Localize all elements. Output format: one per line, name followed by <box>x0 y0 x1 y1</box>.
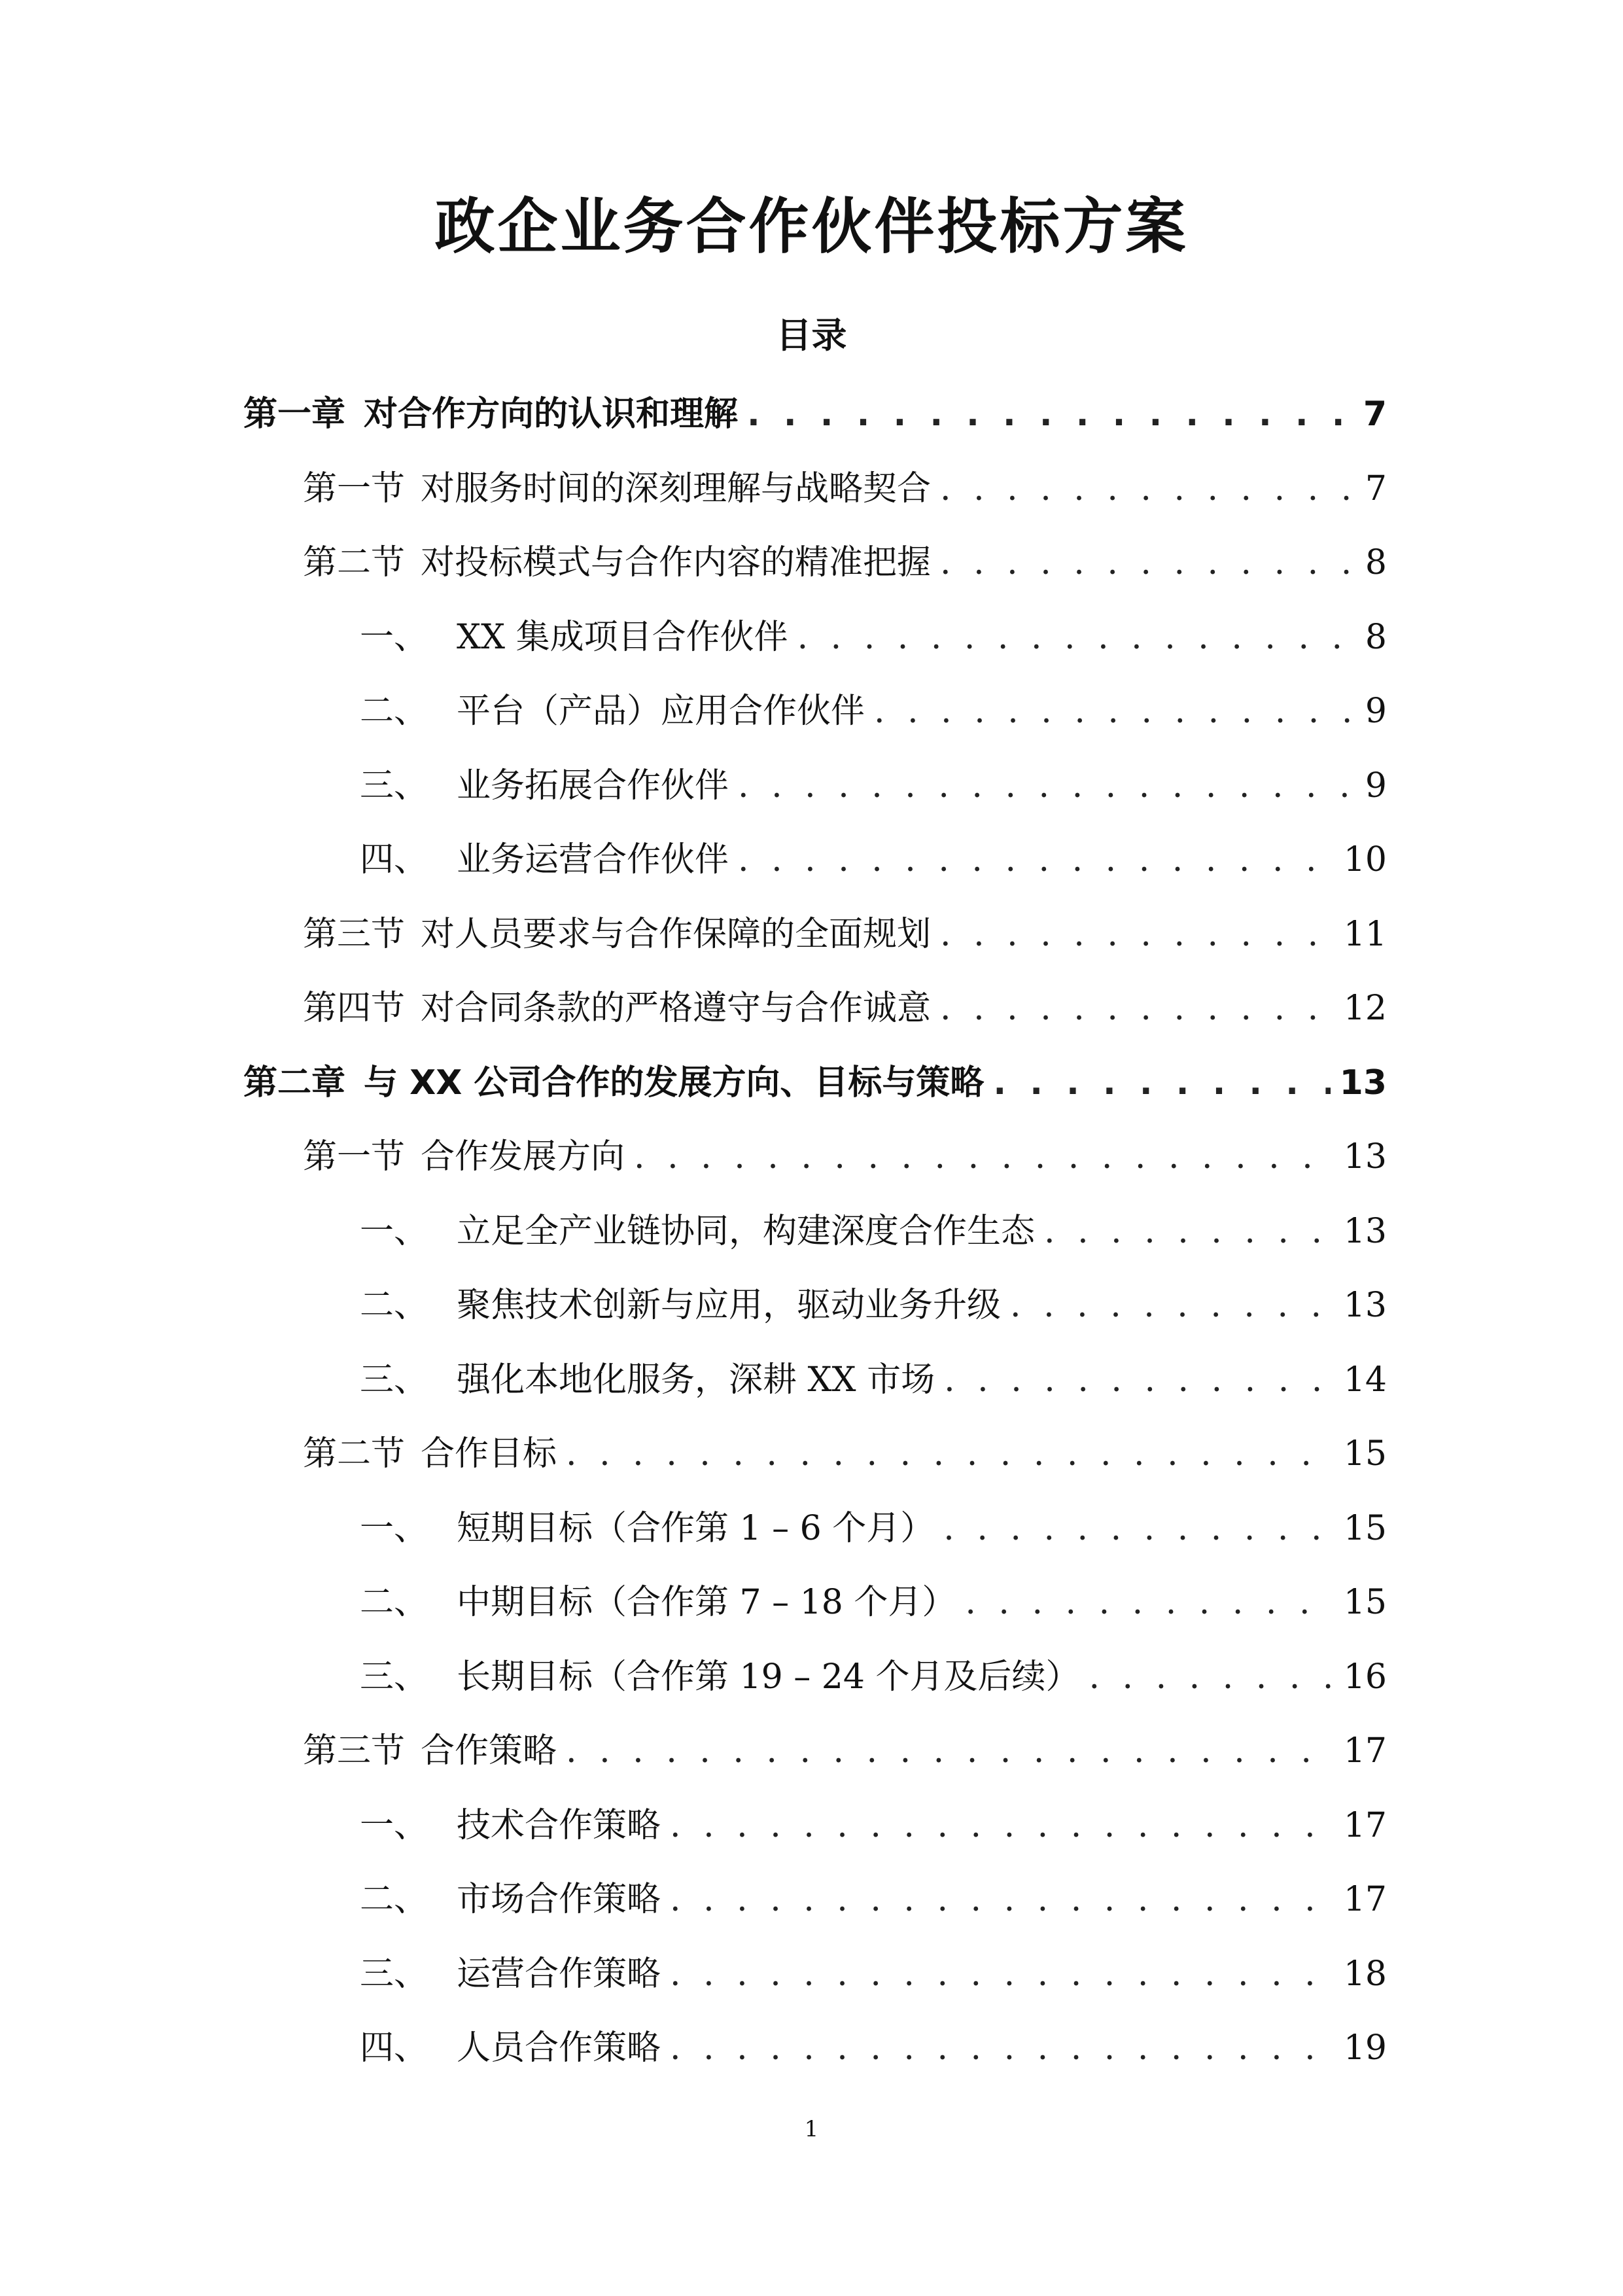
toc-entry-number: 第三节 <box>303 915 406 954</box>
toc-entry-title: 对服务时间的深刻理解与战略契合 <box>421 469 932 508</box>
toc-entry[interactable] <box>360 1502 1387 1555</box>
toc-entry-page: 17 <box>1343 1806 1387 1845</box>
toc-entry[interactable] <box>360 834 1387 886</box>
toc-entry-title: 业务运营合作伙伴 <box>457 840 729 879</box>
toc-entry[interactable] <box>360 1279 1387 1332</box>
toc-entry-title: 短期目标（合作第 1 – 6 个月） <box>457 1509 935 1548</box>
toc-entry-page: 13 <box>1343 1212 1387 1251</box>
toc-entry[interactable] <box>360 1873 1387 1926</box>
toc-entry[interactable] <box>360 2022 1387 2074</box>
toc-entry-page: 11 <box>1343 915 1387 954</box>
toc-dot-leader <box>943 1502 1335 1555</box>
toc-entry-number: 第四节 <box>303 989 406 1028</box>
toc-dot-leader <box>566 1725 1335 1777</box>
toc-entry[interactable] <box>360 1948 1387 2000</box>
toc-entry-title: 长期目标（合作第 19 – 24 个月及后续） <box>457 1657 1080 1697</box>
toc-entry-number: 三、 <box>360 1360 428 1400</box>
toc-entry-title: 平台（产品）应用合作伙伴 <box>457 692 865 731</box>
toc-entry[interactable] <box>360 611 1387 663</box>
toc-entry-title: 运营合作策略 <box>457 1954 661 1994</box>
toc-dot-leader <box>670 2022 1335 2074</box>
toc-entry-title: 市场合作策略 <box>457 1880 661 1919</box>
toc-entry[interactable] <box>243 388 1387 440</box>
toc-entry-title: 业务拓展合作伙伴 <box>457 766 729 805</box>
toc-entry-page: 7 <box>1363 395 1387 434</box>
toc-entry-number: 二、 <box>360 1583 428 1622</box>
toc-entry-number: 二、 <box>360 692 428 731</box>
toc-entry-number: 第三节 <box>303 1731 406 1771</box>
toc-entry[interactable] <box>303 537 1387 589</box>
toc-dot-leader <box>670 1799 1335 1852</box>
toc-entry[interactable] <box>360 760 1387 812</box>
toc-entry-number: 四、 <box>360 840 428 879</box>
toc-entry-page: 17 <box>1343 1880 1387 1919</box>
toc-entry-number: 第二节 <box>303 543 406 582</box>
toc-entry-number: 四、 <box>360 2028 428 2068</box>
toc-entry-page: 13 <box>1343 1286 1387 1325</box>
toc-dot-leader <box>940 537 1356 589</box>
toc-entry-title: XX 集成项目合作伙伴 <box>457 618 788 657</box>
toc-entry[interactable] <box>303 463 1387 515</box>
toc-heading: 目录 <box>776 315 847 356</box>
toc-dot-leader <box>670 1948 1335 2000</box>
toc-entry-title: 聚焦技术创新与应用，驱动业务升级 <box>457 1286 1002 1325</box>
toc-entry-page: 13 <box>1339 1063 1387 1103</box>
toc-entry-page: 16 <box>1343 1657 1387 1697</box>
toc-entry-page: 9 <box>1365 766 1387 805</box>
toc-entry-page: 19 <box>1343 2028 1387 2068</box>
toc-entry-title: 合作发展方向 <box>421 1137 625 1176</box>
toc-dot-leader <box>940 463 1356 515</box>
toc-entry[interactable] <box>360 1205 1387 1258</box>
toc-entry-title: 合作目标 <box>421 1434 557 1474</box>
toc-entry-title: 立足全产业链协同，构建深度合作生态 <box>457 1212 1036 1251</box>
toc-entry[interactable] <box>360 685 1387 737</box>
toc-dot-leader <box>634 1131 1335 1183</box>
toc-entry-number: 三、 <box>360 1657 428 1697</box>
toc-entry-page: 8 <box>1365 543 1387 582</box>
toc-entry[interactable] <box>243 1057 1387 1109</box>
toc-entry-number: 一、 <box>360 1806 428 1845</box>
toc-dot-leader <box>993 1057 1330 1109</box>
toc-entry-title: 对投标模式与合作内容的精准把握 <box>421 543 932 582</box>
toc-entry[interactable] <box>303 1725 1387 1777</box>
toc-entry[interactable] <box>360 1576 1387 1629</box>
toc-entry[interactable] <box>360 1799 1387 1852</box>
page-number: 1 <box>804 2116 819 2142</box>
toc-entry-page: 8 <box>1365 618 1387 657</box>
toc-entry[interactable] <box>303 908 1387 961</box>
document-title: 政企业务合作伙伴投标方案 <box>434 192 1189 262</box>
toc-dot-leader <box>940 982 1335 1034</box>
toc-dot-leader <box>738 760 1356 812</box>
toc-dot-leader <box>738 834 1335 886</box>
toc-entry-number: 三、 <box>360 766 428 805</box>
toc-entry-title: 对合同条款的严格遵守与合作诚意 <box>421 989 932 1028</box>
toc-entry-page: 12 <box>1343 989 1387 1028</box>
toc-entry[interactable] <box>360 1354 1387 1406</box>
toc-entry-number: 一、 <box>360 1509 428 1548</box>
toc-entry-page: 10 <box>1343 840 1387 879</box>
toc-dot-leader <box>670 1873 1335 1926</box>
toc-entry[interactable] <box>303 1428 1387 1480</box>
toc-entry[interactable] <box>303 1131 1387 1183</box>
toc-dot-leader <box>940 908 1335 961</box>
toc-entry[interactable] <box>360 1651 1387 1703</box>
toc-entry-title: 对人员要求与合作保障的全面规划 <box>421 915 932 954</box>
toc-entry[interactable] <box>303 982 1387 1034</box>
toc-entry-page: 13 <box>1343 1137 1387 1176</box>
toc-entry-page: 7 <box>1365 469 1387 508</box>
toc-entry-title: 与 XX 公司合作的发展方向、目标与策略 <box>364 1063 985 1103</box>
toc-entry-page: 15 <box>1343 1434 1387 1474</box>
toc-entry-page: 15 <box>1343 1583 1387 1622</box>
toc-entry-page: 18 <box>1343 1954 1387 1994</box>
toc-entry-number: 第一节 <box>303 469 406 508</box>
toc-dot-leader <box>1089 1651 1334 1703</box>
toc-entry-number: 第一章 <box>243 395 346 434</box>
toc-dot-leader <box>797 611 1356 663</box>
toc-entry-number: 第二章 <box>243 1063 346 1103</box>
toc-entry-title: 合作策略 <box>421 1731 557 1771</box>
toc-entry-number: 一、 <box>360 1212 428 1251</box>
toc-entry-title: 人员合作策略 <box>457 2028 661 2068</box>
toc-entry-number: 二、 <box>360 1286 428 1325</box>
toc-dot-leader <box>965 1576 1334 1629</box>
toc-dot-leader <box>566 1428 1335 1480</box>
toc-dot-leader <box>944 1354 1335 1406</box>
toc-entry-title: 中期目标（合作第 7 – 18 个月） <box>457 1583 956 1622</box>
toc-entry-page: 14 <box>1343 1360 1387 1400</box>
toc-entry-number: 三、 <box>360 1954 428 1994</box>
toc-entry-title: 对合作方向的认识和理解 <box>364 395 739 434</box>
toc-entry-page: 15 <box>1343 1509 1387 1548</box>
toc-dot-leader <box>1044 1205 1335 1258</box>
toc-dot-leader <box>747 388 1354 440</box>
toc-entry-number: 二、 <box>360 1880 428 1919</box>
toc-entry-number: 第一节 <box>303 1137 406 1176</box>
toc-entry-number: 第二节 <box>303 1434 406 1474</box>
toc-entry-title: 技术合作策略 <box>457 1806 661 1845</box>
toc-dot-leader <box>1010 1279 1335 1332</box>
toc-entry-number: 一、 <box>360 618 428 657</box>
toc-dot-leader <box>874 685 1356 737</box>
toc-entry-page: 9 <box>1365 692 1387 731</box>
toc-entry-page: 17 <box>1343 1731 1387 1771</box>
toc-entry-title: 强化本地化服务，深耕 XX 市场 <box>457 1360 935 1400</box>
